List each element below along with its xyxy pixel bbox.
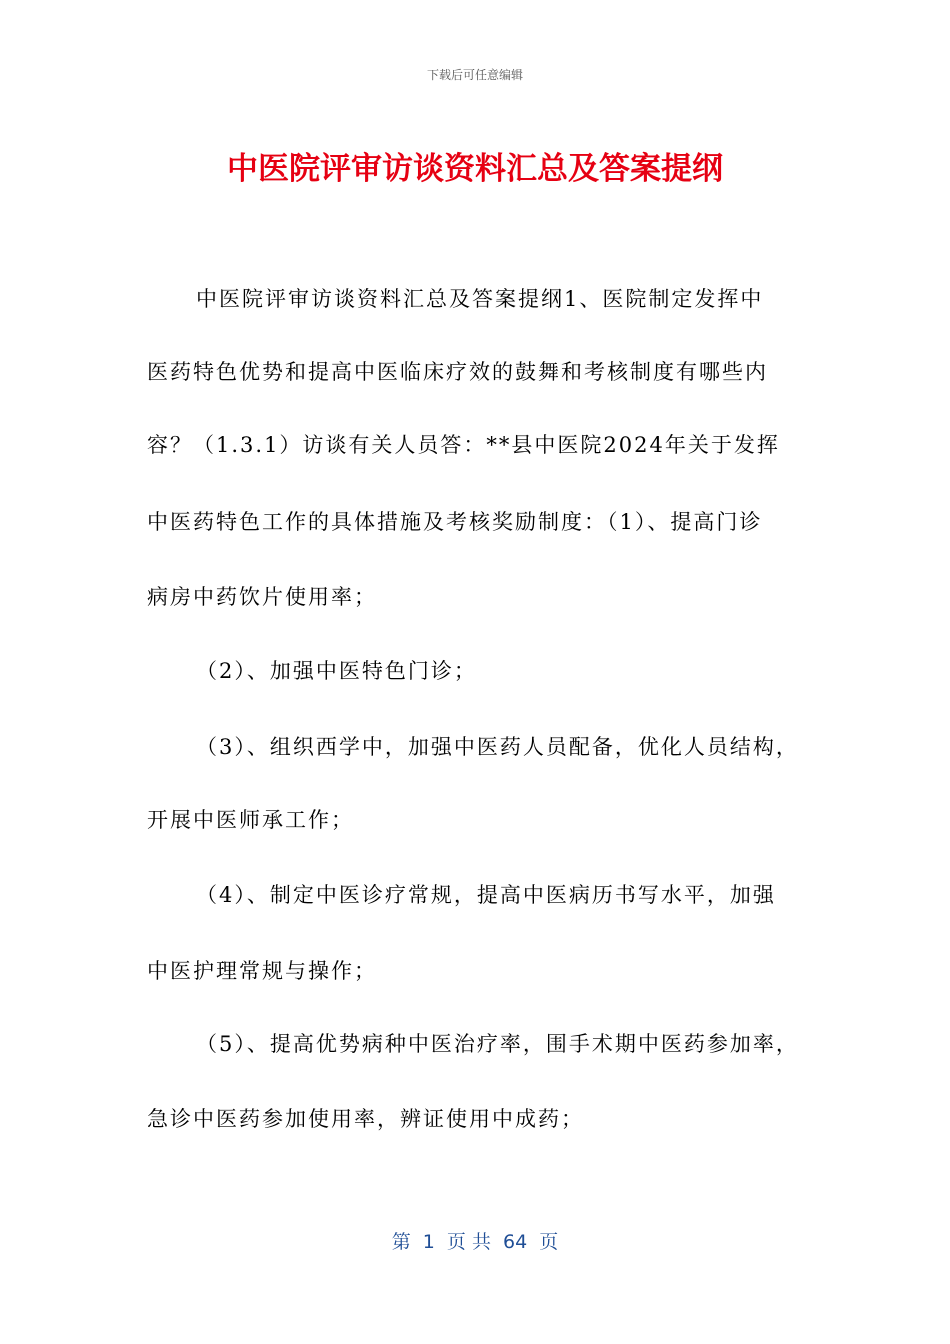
paragraph-line: 中医药特色工作的具体措施及考核奖励制度：（1）、提高门诊 bbox=[147, 510, 763, 534]
paragraph-line: 医药特色优势和提高中医临床疗效的鼓舞和考核制度有哪些内 bbox=[147, 360, 768, 384]
header-note: 下载后可任意编辑 bbox=[426, 68, 523, 82]
paragraph-line: 中医院评审访谈资料汇总及答案提纲1、医院制定发挥中 bbox=[196, 287, 764, 311]
paragraph-line: 急诊中医药参加使用率，辨证使用中成药； bbox=[147, 1107, 584, 1131]
paragraph-line: 容？（1.3.1）访谈有关人员答：**县中医院2024年关于发挥 bbox=[147, 433, 780, 457]
document-title: 中医院评审访谈资料汇总及答案提纲 bbox=[227, 151, 723, 187]
page-footer: 第 1 页 共 64 页 bbox=[391, 1231, 559, 1253]
paragraph-line: （3）、组织西学中，加强中医药人员配备，优化人员结构， bbox=[196, 735, 799, 759]
paragraph-line: 开展中医师承工作； bbox=[147, 808, 354, 832]
paragraph-line: 病房中药饮片使用率； bbox=[147, 585, 377, 609]
paragraph-line: 中医护理常规与操作； bbox=[147, 959, 377, 983]
paragraph-line: （2）、加强中医特色门诊； bbox=[196, 659, 477, 683]
paragraph-line: （5）、提高优势病种中医治疗率，围手术期中医药参加率， bbox=[196, 1032, 799, 1056]
paragraph-line: （4）、制定中医诊疗常规，提高中医病历书写水平，加强 bbox=[196, 883, 776, 907]
